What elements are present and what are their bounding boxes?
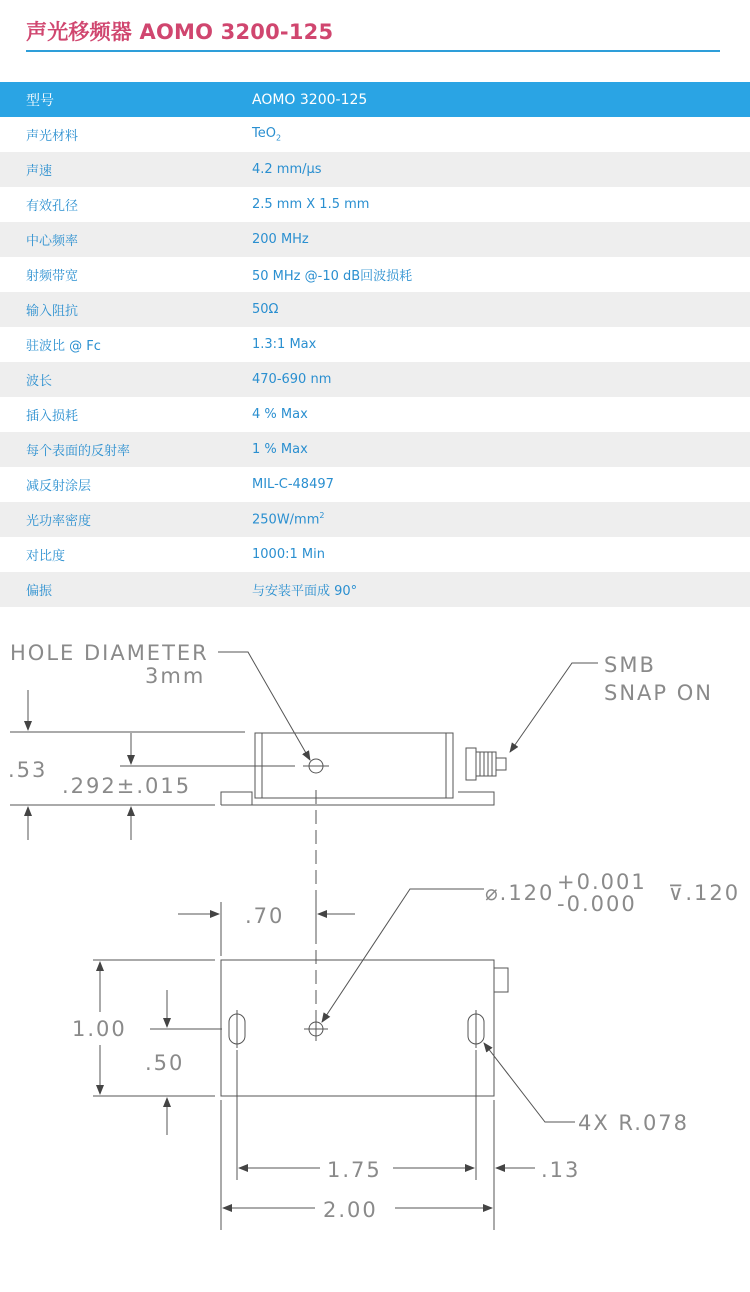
spec-row: [0, 467, 750, 502]
spec-value: 4 % Max: [252, 407, 308, 422]
spec-value: 1.3:1 Max: [252, 337, 317, 352]
spec-key: 插入损耗: [26, 409, 79, 424]
smb-label: SMB: [604, 653, 656, 677]
smb-connector: [466, 748, 476, 780]
spec-value: 4.2 mm/μs: [252, 162, 322, 177]
spec-value: 50Ω: [252, 302, 279, 317]
spec-table: [0, 82, 750, 607]
spec-key: 输入阻抗: [26, 304, 79, 319]
page-title: 声光移频器 AOMO 3200-125: [26, 20, 334, 44]
spec-key: 光功率密度: [26, 514, 92, 529]
tolerance-plus-label: +0.001: [557, 870, 647, 894]
spec-value: 50 MHz @-10 dB回波损耗: [252, 269, 413, 284]
top-view-body: [221, 960, 494, 1096]
spec-key: 对比度: [26, 549, 66, 564]
dim-070-label: .70: [245, 904, 285, 928]
spec-row: [0, 257, 750, 292]
spec-key: 射频带宽: [26, 269, 79, 284]
spec-value: 2.5 mm X 1.5 mm: [252, 197, 370, 212]
spec-key: 中心频率: [26, 234, 79, 249]
dim-013-label: .13: [541, 1158, 581, 1182]
hole-size-label: 3mm: [145, 664, 206, 688]
spec-row: [0, 117, 750, 152]
spec-value: MIL-C-48497: [252, 477, 334, 492]
spec-value: 470-690 nm: [252, 372, 332, 387]
spec-value: 1000:1 Min: [252, 547, 325, 562]
dim-200-label: 2.00: [323, 1198, 378, 1222]
spec-key: 每个表面的反射率: [26, 444, 131, 459]
spec-header-row: [0, 82, 750, 117]
spec-row: [0, 432, 750, 467]
spec-row: [0, 152, 750, 187]
spec-value: $250W/mm^2$: [252, 511, 325, 528]
spec-row: [0, 362, 750, 397]
connector-stub: [494, 968, 508, 992]
spec-row: [0, 187, 750, 222]
spec-value: 1 % Max: [252, 442, 308, 457]
spec-key: 声光材料: [26, 129, 79, 144]
depth-label: ⊽.120: [668, 881, 741, 905]
spec-key: 驻波比 @ Fc: [26, 339, 101, 354]
spec-row: [0, 327, 750, 362]
hole-diameter-label: HOLE DIAMETER: [10, 641, 209, 665]
spec-row: [0, 502, 750, 537]
dim-0292-label: .292±.015: [62, 774, 192, 798]
spec-row: [0, 397, 750, 432]
spec-value: TeO$_2$: [252, 126, 282, 143]
spec-header-key: 型号: [26, 92, 54, 109]
spec-header-value: AOMO 3200-125: [252, 91, 368, 108]
title-divider: [26, 50, 720, 52]
spec-value: 与安装平面成 90°: [252, 584, 358, 599]
dim-100-label: 1.00: [72, 1017, 127, 1041]
spec-key: 声速: [26, 164, 53, 179]
snap-on-label: SNAP ON: [604, 681, 713, 705]
dim-053-label: .53: [8, 758, 48, 782]
spec-row: [0, 537, 750, 572]
slot-radius-label: 4X R.078: [578, 1111, 690, 1135]
tolerance-minus-label: -0.000: [557, 892, 637, 916]
spec-row: [0, 292, 750, 327]
spec-row: [0, 222, 750, 257]
spec-value: 200 MHz: [252, 232, 309, 247]
mechanical-drawing: [0, 622, 750, 1282]
spec-key: 波长: [26, 374, 53, 389]
diameter-label: ⌀.120: [485, 881, 555, 905]
spec-key: 偏振: [26, 584, 53, 599]
spec-row: [0, 572, 750, 607]
dim-175-label: 1.75: [327, 1158, 382, 1182]
spec-key: 有效孔径: [26, 199, 79, 214]
dim-050-label: .50: [145, 1051, 185, 1075]
spec-key: 减反射涂层: [26, 479, 92, 494]
